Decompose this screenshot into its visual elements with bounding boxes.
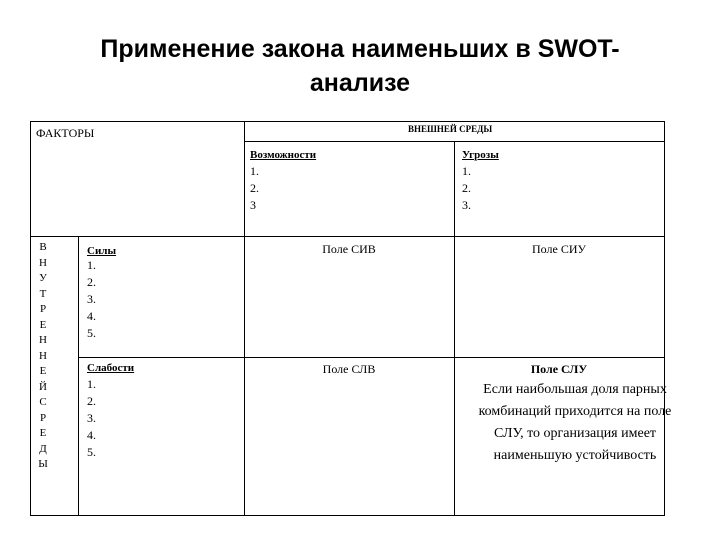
- external-column-left-line: [244, 121, 245, 516]
- internal-letter: Е: [39, 427, 47, 439]
- threat-item: 3.: [462, 198, 471, 212]
- cell-siu: Поле СИУ: [532, 242, 586, 256]
- strength-item: 5.: [87, 326, 96, 340]
- weakness-item: 5.: [87, 445, 96, 459]
- strengths-heading: Силы: [87, 245, 117, 257]
- internal-letter: Ы: [38, 458, 48, 470]
- internal-letter: Д: [39, 442, 47, 455]
- internal-letter: Й: [39, 380, 47, 393]
- table-border-top: [30, 121, 664, 122]
- strength-item: 1.: [87, 258, 96, 272]
- title-line-1: Применение закона наименьших в SWOT-: [100, 35, 620, 63]
- strength-item: 3.: [87, 292, 96, 306]
- internal-letter: С: [39, 396, 47, 408]
- threat-item: 1.: [462, 164, 471, 178]
- opportunity-item: 2.: [250, 181, 259, 195]
- internal-letter: Т: [39, 287, 47, 300]
- header-row-divider: [30, 236, 664, 237]
- internal-letter: У: [39, 272, 47, 284]
- slide-title: [40, 32, 680, 100]
- threats-list: [462, 163, 471, 214]
- table-border-left: [30, 121, 31, 516]
- internal-letter: В: [39, 241, 47, 253]
- cell-slu: Поле СЛУ: [530, 362, 588, 376]
- opportunities-heading: Возможности: [250, 149, 317, 161]
- internal-letter: Е: [39, 365, 47, 377]
- opportunity-item: 1.: [250, 164, 259, 178]
- weaknesses-heading: Слабости: [87, 362, 135, 374]
- factors-label: ФАКТОРЫ: [36, 126, 95, 140]
- weakness-item: 2.: [87, 394, 96, 408]
- strengths-list: [87, 257, 96, 342]
- opportunities-threats-divider: [454, 141, 455, 516]
- table-border-bottom: [30, 515, 664, 516]
- internal-environment-label: [36, 240, 50, 473]
- weakness-item: 4.: [87, 428, 96, 442]
- cell-slv: Поле СЛВ: [322, 362, 376, 376]
- opportunity-item: 3: [250, 198, 256, 212]
- external-environment-label: ВНЕШНЕЙ СРЕДЫ: [408, 124, 493, 134]
- slu-note: Если наибольшая доля парных комбинаций приходится на поле СЛУ, то организация имеет наименьшую устойчивость: [478, 382, 672, 463]
- opportunities-list: [250, 163, 259, 214]
- internal-letter: Е: [39, 318, 47, 331]
- weaknesses-list: [87, 376, 96, 461]
- title-line-2: анализе: [309, 69, 411, 97]
- internal-letter: Н: [39, 256, 47, 269]
- cell-siv: Поле СИВ: [322, 242, 376, 256]
- internal-letter: Н: [39, 349, 47, 362]
- internal-letter: Р: [39, 303, 47, 315]
- threats-heading: Угрозы: [462, 149, 499, 161]
- strength-item: 4.: [87, 309, 96, 323]
- weakness-item: 1.: [87, 377, 96, 391]
- internal-letter: Р: [39, 411, 47, 424]
- threat-item: 2.: [462, 181, 471, 195]
- internal-letter: Н: [39, 334, 47, 346]
- strength-item: 2.: [87, 275, 96, 289]
- weakness-item: 3.: [87, 411, 96, 425]
- internal-label-divider: [78, 236, 79, 516]
- strengths-weaknesses-divider: [78, 357, 664, 358]
